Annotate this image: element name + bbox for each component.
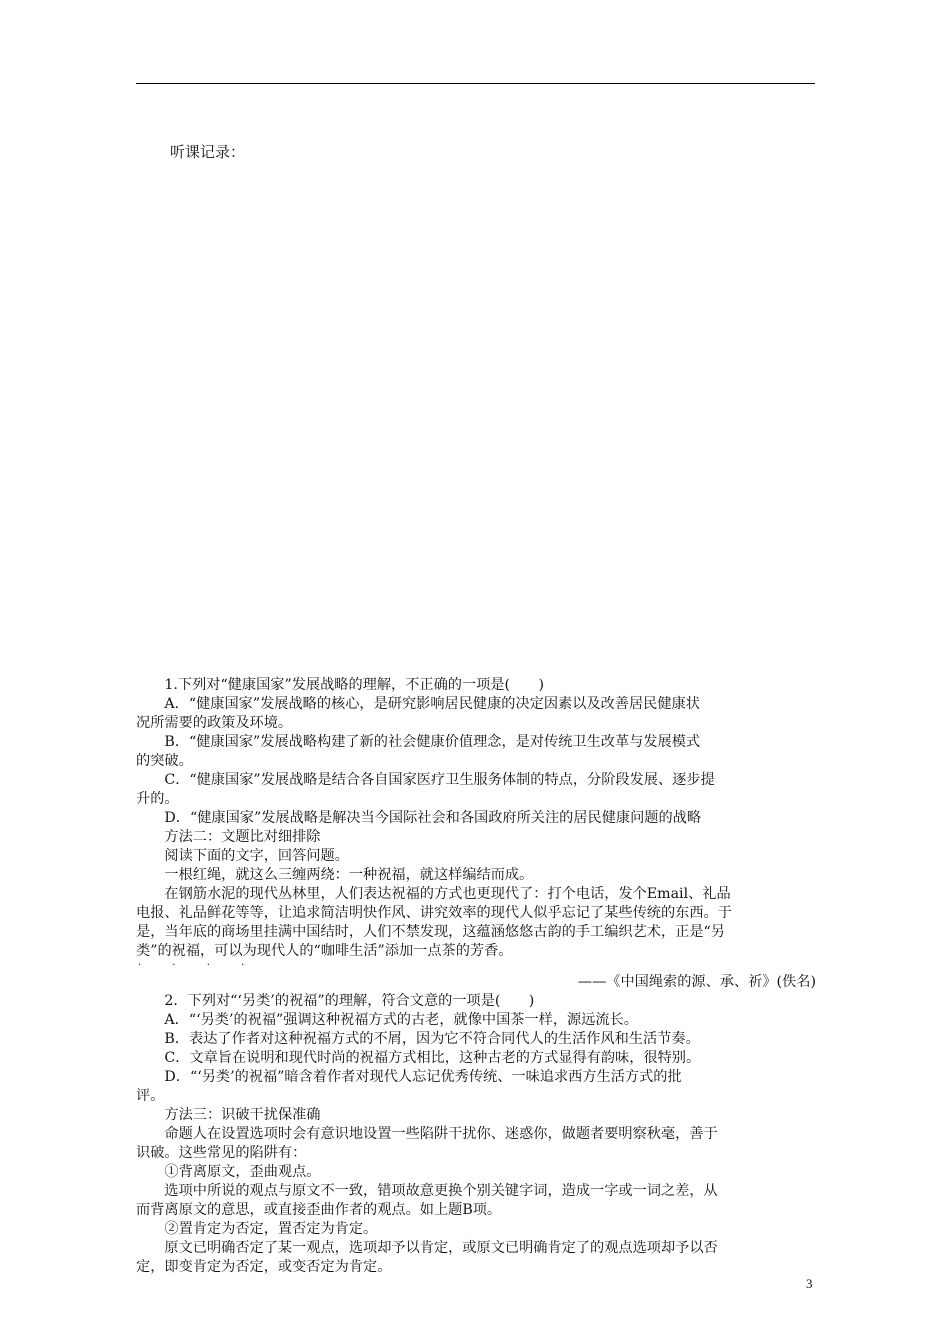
notes-label: 听课记录：: [170, 143, 246, 161]
header-rule: [136, 83, 815, 84]
text-line: B．“健康国家”发展战略构建了新的社会健康价值理念，是对传统卫生改革与发展模式: [164, 734, 701, 750]
page-number: 3: [806, 1276, 813, 1291]
text-line: D．“‘另类’的祝福”暗含着作者对现代人忘记优秀传统、一味追求西方生活方式的批: [164, 1069, 682, 1085]
text-line: C．“健康国家”发展战略是结合各自国家医疗卫生服务体制的特点，分阶段发展、逐步提: [164, 772, 715, 788]
text-line: 方法三：识破干扰保准确: [164, 1107, 321, 1123]
text-line: 的突破。: [136, 753, 193, 769]
text-line: C．文章旨在说明和现代时尚的祝福方式相比，这种古老的方式显得有韵味，很特别。: [164, 1050, 701, 1066]
text-line: A．“‘另类’的祝福”强调这种祝福方式的古老，就像中国茶一样，源远流长。: [164, 1012, 638, 1028]
text-line: ②置肯定为否定，置否定为肯定。: [164, 1221, 378, 1237]
text-line: 电报、礼品鲜花等等，让追求简洁明快作风、讲究效率的现代人似乎忘记了某些传统的东西。于: [136, 905, 732, 921]
text-line: 定，即变肯定为否定，或变否定为肯定。: [136, 1259, 392, 1275]
text-line: 方法二：文题比对细排除: [164, 829, 321, 845]
text-line: 阅读下面的文字，回答问题。: [164, 848, 349, 864]
text-line: A．“健康国家”发展战略的核心，是研究影响居民健康的决定因素以及改善居民健康状: [164, 696, 700, 712]
text-line: ①背离原文，歪曲观点。: [164, 1164, 321, 1180]
text-line: 1.下列对“健康国家”发展战略的理解，不正确的一项是( ): [164, 677, 545, 693]
text-line: 而背离原文的意思，或直接歪曲作者的观点。如上题B项。: [136, 1202, 502, 1218]
text-line: 识破。这些常见的陷阱有：: [136, 1145, 307, 1161]
source-attribution: ——《中国绳索的源、承、祈》(佚名): [577, 974, 816, 990]
text-line: 原文已明确否定了某一观点，选项却予以肯定，或原文已明确肯定了的观点选项却予以否: [164, 1240, 718, 1256]
text-line: 一根红绳，就这么三缠两绕：一种祝福，就这样编结而成。: [164, 867, 534, 883]
text-line: 在钢筋水泥的现代丛林里，人们表达祝福的方式也更现代了：打个电话，发个Email、礼品: [164, 886, 731, 902]
document-body: [136, 676, 816, 1277]
text-line: 2．下列对“‘另类’的祝福”的理解，符合文意的一项是( ): [164, 993, 535, 1009]
text-line: 选项中所说的观点与原文不一致，错项故意更换个别关键字词，造成一字或一词之差，从: [164, 1183, 718, 1199]
text-line: 是，当年底的商场里挂满中国结时，人们不禁发现，这蕴涵悠悠古韵的手工编织艺术，正是“另: [136, 924, 725, 940]
text-line: 评。: [136, 1088, 165, 1104]
text-line: B．表达了作者对这种祝福方式的不屑，因为它不符合同代人的生活作风和生活节奏。: [164, 1031, 700, 1047]
text-line: 升的。: [136, 791, 179, 807]
text-line: D．“健康国家”发展战略是解决当今国际社会和各国政府所关注的居民健康问题的战略: [164, 810, 702, 826]
text-line: 命题人在设置选项时会有意识地设置一些陷阱干扰你、迷惑你，做题者要明察秋毫，善于: [164, 1126, 718, 1142]
text-line: 况所需要的政策及环境。: [136, 715, 293, 731]
text-line: 类”的祝福，可以为现代人的“咖啡生活”添加一点茶的芳香。: [136, 943, 513, 959]
emphasis-dots: · · · ·: [138, 960, 259, 971]
